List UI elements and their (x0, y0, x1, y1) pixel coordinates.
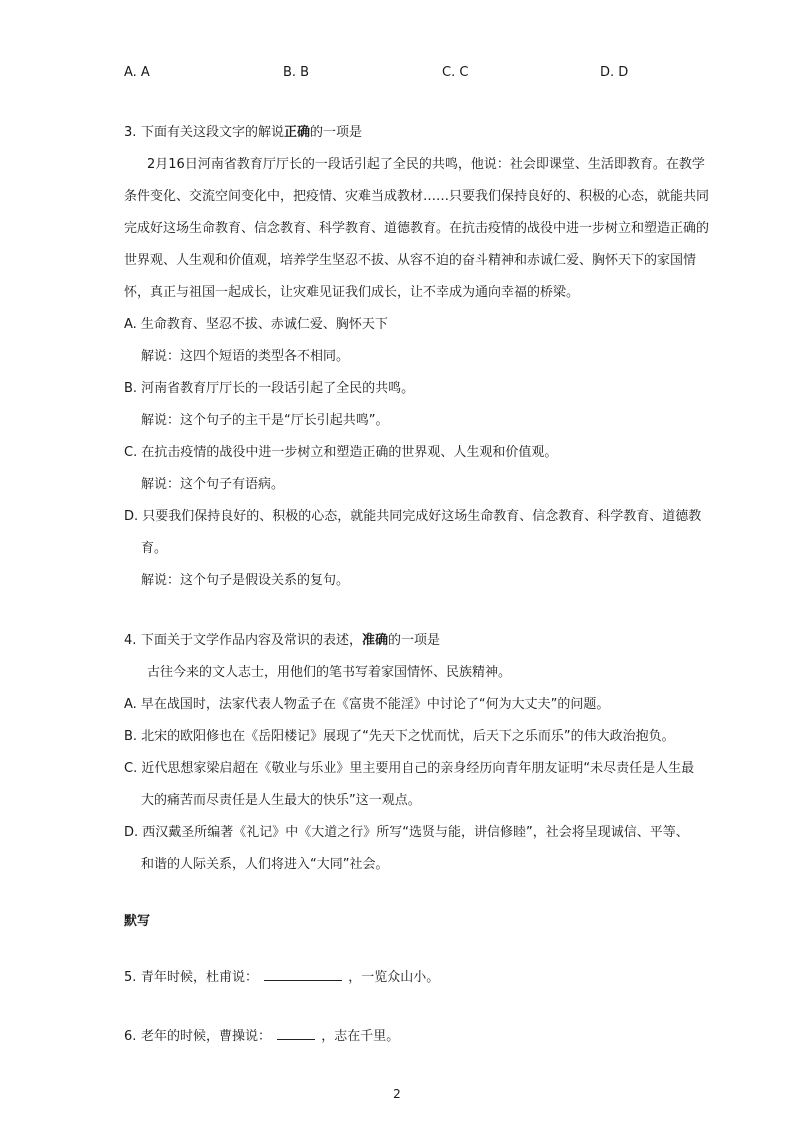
q3-option-d-note: 解说：这个句子是假设关系的复句。 (141, 573, 350, 588)
q3-option-c-note: 解说：这个句子有语病。 (141, 477, 285, 492)
q2-option-a: A. A (124, 65, 150, 80)
q3-passage-line: 条件变化、交流空间变化中，把疫情、灾难当成教材……只要我们保持良好的、积极的心态，就能共同 (124, 189, 710, 204)
q3-option-b-note: 解说：这个句子的主干是“厅长引起共鸣”。 (141, 413, 389, 428)
page-number: 2 (393, 1087, 401, 1101)
q3-stem-bold: 正确 (284, 125, 311, 140)
q3-option-c: C. 在抗击疫情的战役中进一步树立和塑造正确的世界观、人生观和价值观。 (124, 445, 558, 460)
q3-passage-line: 世界观、人生观和价值观，培养学生坚忍不拔、从容不迫的奋斗精神和赤诚仁爱、胸怀天下的家国情 (124, 253, 697, 268)
q4-number: 4. (124, 633, 137, 648)
q5-number: 5. (124, 970, 137, 985)
q6-post: ，志在千里。 (321, 1029, 400, 1044)
q2-option-d: D. D (600, 65, 629, 80)
q4-option-a: A. 早在战国时，法家代表人物孟子在《富贵不能淫》中讨论了“何为大丈夫”的问题。 (124, 697, 610, 712)
q3-stem (124, 123, 362, 143)
q2-option-c: C. C (442, 65, 469, 80)
q3-passage-line: 2月16日河南省教育厅厅长的一段话引起了全民的共鸣，他说：社会即课堂、生活即教育。在教学 (147, 157, 705, 172)
q3-stem-pre: 下面有关这段文字的解说 (141, 125, 285, 140)
q3-option-b: B. 河南省教育厅厅长的一段话引起了全民的共鸣。 (124, 381, 415, 396)
q4-stem (124, 631, 440, 651)
q5-pre: 青年时候，杜甫说： (141, 970, 259, 985)
q2-option-b: B. B (283, 65, 310, 80)
q4-option-d: D. 西汉戴圣所编著《礼记》中《大道之行》所写“选贤与能，讲信修睦”，社会将呈现诚信、平等、 (124, 825, 689, 840)
q3-stem-post: 的一项是 (310, 125, 363, 140)
q6 (124, 1026, 399, 1047)
q4-stem-pre: 下面关于文学作品内容及常识的表述， (141, 633, 363, 648)
q3-option-d: D. 只要我们保持良好的、积极的心态，就能共同完成好这场生命教育、信念教育、科学教育、道德教 (124, 509, 702, 524)
q4-option-c-cont: 大的痛苦而尽责任是人生最大的快乐”这一观点。 (141, 793, 421, 808)
q3-option-a: A. 生命教育、坚忍不拔、赤诚仁爱、胸怀天下 (124, 317, 388, 332)
q3-number: 3. (124, 125, 137, 140)
q4-option-b: B. 北宋的欧阳修也在《岳阳楼记》展现了“先天下之忧而忧，后天下之乐而乐”的伟大政治抱负。 (124, 729, 675, 744)
section-title: 默写 (124, 914, 151, 929)
q5-post: ，一览众山小。 (348, 970, 440, 985)
q5-answer-blank[interactable] (264, 967, 342, 981)
q3-passage-line: 完成好这场生命教育、信念教育、科学教育、道德教育。在抗击疫情的战役中进一步树立和塑造正确的 (124, 221, 710, 236)
q3-passage-line: 怀，真正与祖国一起成长，让灾难见证我们成长，让不幸成为通向幸福的桥梁。 (124, 285, 580, 300)
q3-option-d-cont: 育。 (141, 541, 168, 556)
q4-stem-bold: 准确 (362, 633, 389, 648)
q4-option-d-cont: 和谐的人际关系，人们将进入“大同”社会。 (141, 857, 389, 872)
q6-answer-blank[interactable] (277, 1026, 315, 1040)
q6-pre: 老年的时候，曹操说： (141, 1029, 272, 1044)
q3-option-a-note: 解说：这四个短语的类型各不相同。 (141, 349, 350, 364)
q6-number: 6. (124, 1029, 137, 1044)
q4-intro: 古往今来的文人志士，用他们的笔书写着家国情怀、民族精神。 (147, 665, 512, 680)
q4-stem-post: 的一项是 (388, 633, 441, 648)
q4-option-c: C. 近代思想家梁启超在《敬业与乐业》里主要用自己的亲身经历向青年朋友证明“未尽责任是人生最 (124, 761, 695, 776)
q5 (124, 967, 439, 988)
